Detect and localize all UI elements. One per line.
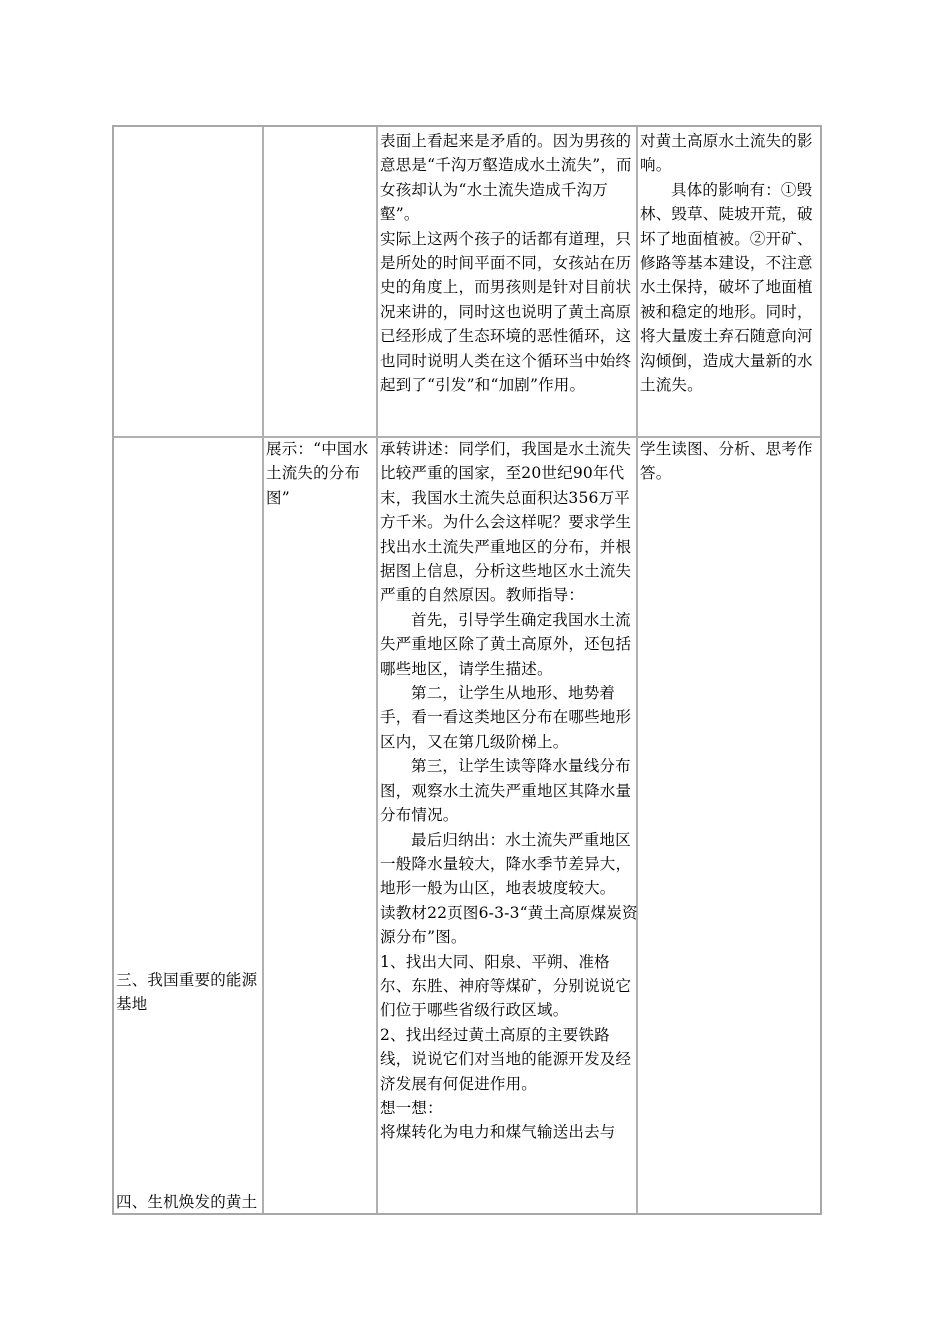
row2-col3-para5: 最后归纳出：水土流失严重地区一般降水量较大，降水季节差异大，地形一般为山区，地表坡度较大。 — [380, 830, 632, 898]
row2-col3-para4: 第三，让学生读等降水量线分布图，观察水土流失严重地区其降水量分布情况。 — [380, 757, 632, 825]
row1-student-activity-cell — [640, 129, 822, 433]
row2-teacher-activity-cell — [380, 437, 638, 1213]
row2-col3-para1: 承转讲述：同学们，我国是水土流失比较严重的国家，至20世纪90年代末，我国水土流失总面积达356万平方千米。为什么会这样呢？要求学生找出水土流失严重地区的分布，并根据图上信息，分析这些地区水土流失严重的自然原因。教师指导： — [380, 440, 632, 605]
section-heading-energy-base: 三、我国重要的能源基地 — [116, 971, 258, 1014]
row1-col3-para1: 表面上看起来是矛盾的。因为男孩的意思是“千沟万壑造成水土流失”，而女孩却认为“水土流失造成千沟万壑”。 — [380, 132, 632, 224]
row2-display-cell — [266, 437, 378, 557]
row1-col4-para2: 具体的影响有：①毁林、毁草、陡坡开荒，破坏了地面植被。②开矿、修路等基本建设，不注意水土保持，破坏了地面植被和稳定的地形。同时，将大量废土弃石随意向河沟倾倒，造成大量新的水土流失。 — [640, 180, 813, 395]
row2-student-activity-cell — [640, 437, 822, 497]
row2-col3-para8: 2、找出经过黄土高原的主要铁路线，说说它们对当地的能源开发及经济发展有何促进作用。 — [380, 1025, 632, 1093]
column-divider — [262, 127, 264, 1213]
column-divider — [376, 127, 378, 1213]
row2-col3-para3: 第二，让学生从地形、地势着手，看一看这类地区分布在哪些地形区内，又在第几级阶梯上。 — [380, 684, 632, 751]
display-map-text: 展示：“中国水土流失的分布图” — [266, 440, 369, 507]
row1-col4-para1: 对黄土高原水土流失的影响。 — [640, 132, 813, 175]
lesson-table — [112, 125, 822, 1215]
row2-col3-para2: 首先，引导学生确定我国水土流失严重地区除了黄土高原外，还包括哪些地区，请学生描述。 — [380, 610, 632, 678]
student-answer-text: 学生读图、分析、思考作答。 — [640, 440, 813, 483]
row1-col3-para2: 实际上这两个孩子的话都有道理，只是所处的时间平面不同，女孩站在历史的角度上，而男孩则是针对目前状况来讲的，同时这也说明了黄土高原已经形成了生态环境的恶性循环，这也同时说明人类在这个循环当中始终起到了“引发”和“加剧”作用。 — [380, 229, 632, 395]
row2-col3-para10: 将煤转化为电力和煤气输送出去与 — [380, 1123, 616, 1142]
row2-col3-para6: 读教材22页图6-3-3“黄土高原煤炭资源分布”图。 — [380, 903, 638, 947]
row2-col3-para9: 想一想： — [380, 1098, 443, 1117]
section-heading-loess-revival: 四、生机焕发的黄土 — [116, 1193, 258, 1211]
row2-col3-para7: 1、找出大同、阳泉、平朔、准格尔、东胜、神府等煤矿，分别说说它们位于哪些省级行政区域。 — [380, 952, 632, 1020]
row1-teacher-activity-cell — [380, 129, 638, 433]
